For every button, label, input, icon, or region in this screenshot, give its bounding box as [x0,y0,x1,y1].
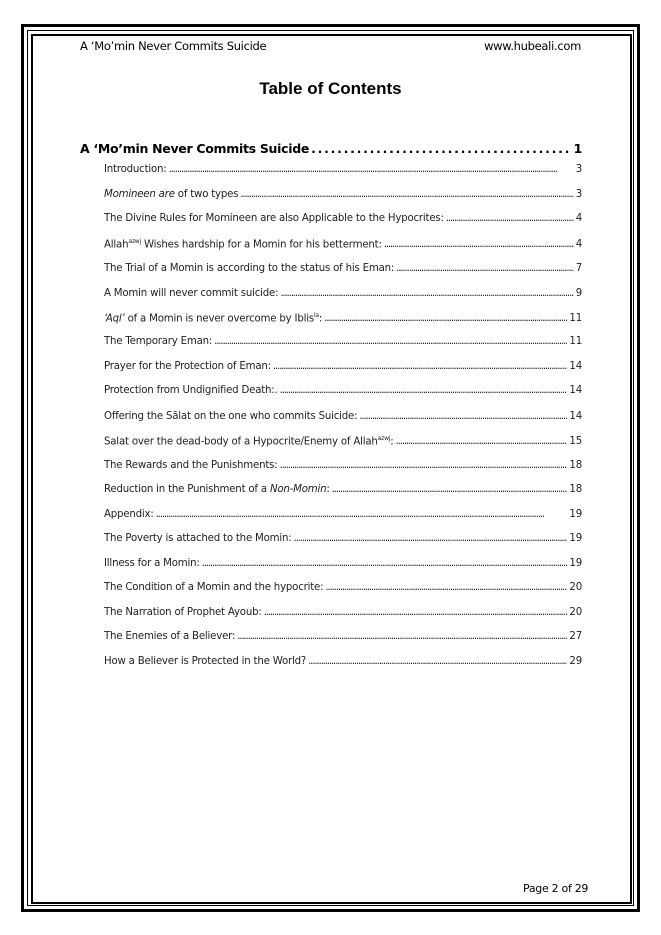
dot-leader [384,239,574,250]
dot-leader [214,336,567,347]
dot-leader [237,631,567,642]
toc-entry-label [104,509,154,520]
label-segment: Non-Momin [269,484,327,495]
toc-entry-label [104,263,394,274]
dot-leader [396,436,568,447]
toc-entry[interactable] [104,385,582,396]
toc-entry[interactable] [104,263,582,274]
label-segment: The Condition of a Momin and the hypocrite: [104,582,324,593]
toc-entry[interactable] [104,164,582,175]
toc-entry-page: 19 [569,558,582,569]
toc-entry-label [104,312,322,324]
toc-entry-label [104,460,278,471]
toc-entry-page: 20 [569,582,582,593]
toc-entry[interactable] [104,631,582,642]
page-number: Page 2 of 29 [523,882,589,895]
dot-leader [325,582,567,593]
label-segment: Appendix: [104,509,154,520]
label-segment: Prayer for the Protection of Eman: [104,361,271,372]
toc-entry-page: 3 [575,164,582,175]
toc-entry[interactable] [104,336,582,347]
toc-entry-label [104,411,357,422]
dot-leader [308,656,567,667]
toc-entry[interactable] [104,607,582,618]
toc-entry[interactable] [104,460,582,471]
label-segment: Reduction in the Punishment of a [104,484,270,495]
toc-entry[interactable] [104,656,582,667]
page-title: Table of Contents [259,79,402,98]
dot-leader [280,460,568,471]
label-segment: of two types [174,189,239,200]
toc-entry[interactable] [104,213,582,224]
dot-leader [280,385,568,396]
toc-entry-page: 11 [569,336,582,347]
label-segment: of a Momin is never overcome by Iblis [124,313,314,325]
dot-leader [264,607,568,618]
label-segment: The Rewards and the Punishments: [104,460,278,471]
toc-entry-label [104,164,167,175]
toc-entry-label [104,533,292,544]
toc-entry-page: 19 [569,533,582,544]
dot-leader [311,141,572,156]
toc-entry[interactable] [104,582,582,593]
dot-leader [280,288,573,299]
toc-main-entry[interactable] [80,141,582,156]
dot-leader [273,361,568,372]
dot-leader [359,411,567,422]
toc-entry-page: 11 [569,313,582,325]
label-segment: The Divine Rules for Momineen are also Applicable to the Hypocrites: [104,213,444,224]
toc-entry[interactable] [104,558,582,569]
label-segment: Introduction: [104,164,167,175]
toc-entry-page: 14 [569,361,582,372]
header-document-title: A ‘Mo’min Never Commits Suicide [80,39,267,53]
toc-entry-page: 14 [569,411,582,422]
toc-entry-label [104,385,278,396]
toc-entry-page: 4 [575,213,582,224]
dot-leader [240,189,573,200]
toc-entry-label [104,435,394,447]
dot-leader [324,313,567,324]
dot-leader [332,484,568,495]
toc-entry-label [104,189,238,200]
superscript-honorific: azwj [128,238,141,245]
toc-entry-page: 20 [569,607,582,618]
toc-entry-label [104,238,382,250]
toc-entry-label [104,558,200,569]
header-website: www.hubeali.com [484,39,581,53]
toc-entry[interactable] [104,533,582,544]
toc-entry-label [104,288,278,299]
dot-leader [202,558,568,569]
toc-entry[interactable] [104,312,582,324]
toc-entry-page: 18 [569,484,582,495]
toc-entry[interactable] [104,189,582,200]
toc-entry-label [104,656,306,667]
label-segment: The Enemies of a Believer: [104,631,236,642]
label-segment: : [318,313,323,325]
toc-entry-label [104,361,271,372]
label-segment: ‘Aql’ [104,313,125,325]
toc-entry-label: A ‘Mo’min Never Commits Suicide [80,141,310,156]
label-segment: : [390,436,394,448]
toc-entry[interactable] [104,509,582,520]
superscript-honorific: azwj [377,435,391,442]
label-segment: How a Believer is Protected in the World? [104,656,307,667]
toc-entry-page: 9 [575,288,582,299]
label-segment: The Trial of a Momin is according to the status of his Eman: [104,263,395,274]
toc-entry-page: 14 [569,385,582,396]
toc-entry-page: 3 [575,189,582,200]
toc-entry-page: 29 [569,656,582,667]
toc-entry-page: 1 [573,141,582,156]
toc-entry[interactable] [104,484,582,495]
dot-leader [396,263,574,274]
label-segment: Protection from Undignified Death:. [104,385,278,396]
toc-entry-label [104,582,323,593]
dot-leader [169,164,574,175]
label-segment: Wishes hardship for a Momin for his betterment: [140,239,382,251]
dot-leader [156,509,568,520]
toc-entry-page: 19 [569,509,582,520]
dot-leader [294,533,568,544]
toc-entry[interactable] [104,238,582,250]
label-segment: Illness for a Momin: [104,558,200,569]
toc-entry-label [104,607,262,618]
label-segment: Offering the Sālat on the one who commits Suicide: [104,411,358,422]
toc-entry-label [104,213,444,224]
superscript-honorific: la [313,312,319,319]
toc-entry-label [104,336,212,347]
dot-leader [446,213,574,224]
label-segment: The Temporary Eman: [104,336,213,347]
toc-entry[interactable] [104,411,582,422]
toc-entry-page: 27 [569,631,582,642]
toc-entry-page: 4 [575,239,582,251]
toc-entry-page: 7 [575,263,582,274]
label-segment: A Momin will never commit suicide: [104,288,279,299]
toc-entry-label [104,631,235,642]
toc-entry[interactable] [104,435,582,447]
label-segment: The Narration of Prophet Ayoub: [104,607,262,618]
label-segment: Salat over the dead-body of a Hypocrite/Enemy of Allah [104,436,378,448]
label-segment: Allah [104,239,129,251]
label-segment: Momineen are [104,189,175,200]
toc-entry-page: 18 [569,460,582,471]
toc-entry[interactable] [104,288,582,299]
toc-entry-page: 15 [569,436,582,448]
label-segment: : [326,484,330,495]
label-segment: The Poverty is attached to the Momin: [104,533,292,544]
toc-entry-label [104,484,330,495]
toc-entry[interactable] [104,361,582,372]
